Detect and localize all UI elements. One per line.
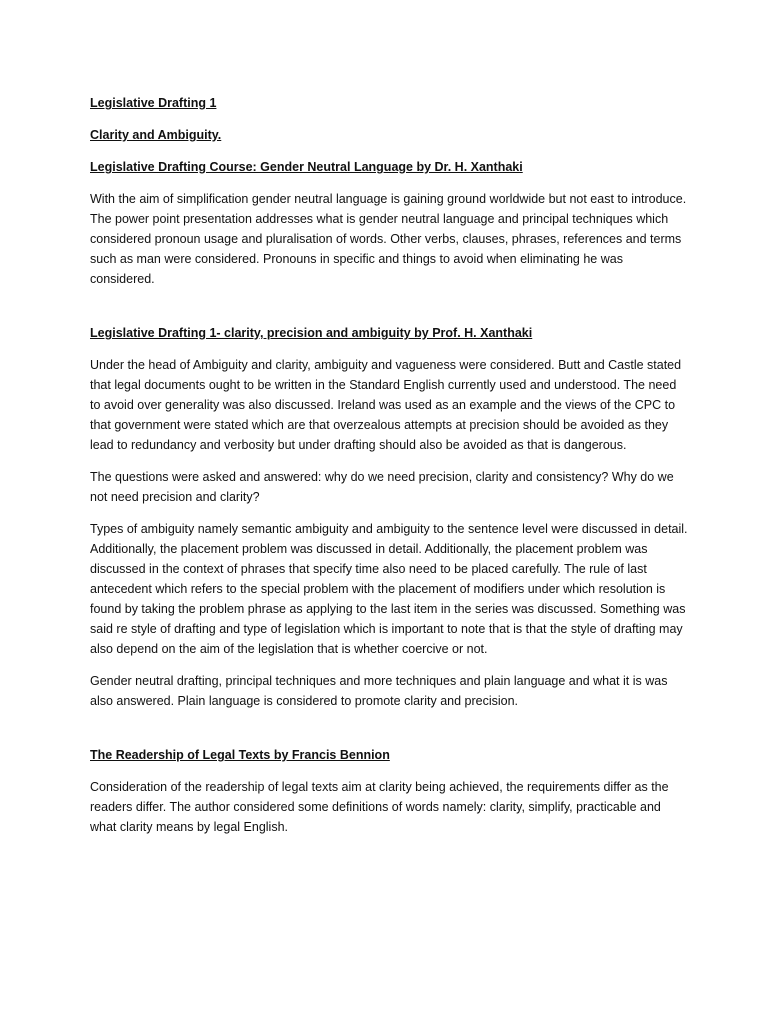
paragraph: With the aim of simplification gender neutral language is gaining ground worldwide but not east to introduce. The power point presentation addresses what is gender neutral language and principal techniques which considered pronoun usage and pluralisation of words. Other verbs, clauses, phrases, references and terms such as man were considered. Pronouns in specific and things to avoid when eliminating he was considered. bbox=[90, 192, 687, 286]
section-heading-gender-neutral: Legislative Drafting Course: Gender Neutral Language by Dr. H. Xanthaki bbox=[90, 160, 523, 174]
section-heading-readership: The Readership of Legal Texts by Francis Bennion bbox=[90, 748, 390, 762]
document-body bbox=[90, 93, 690, 849]
paragraph: Gender neutral drafting, principal techniques and more techniques and plain language and what it is was also answered. Plain language is considered to promote clarity and precision. bbox=[90, 674, 668, 708]
paragraph: Consideration of the readership of legal texts aim at clarity being achieved, the requirements differ as the readers differ. The author considered some definitions of words namely: clarity, simplify, practicable and what clarity means by legal English. bbox=[90, 780, 669, 834]
paragraph: The questions were asked and answered: why do we need precision, clarity and consistency? Why do we not need precision and clarity? bbox=[90, 470, 674, 504]
document-title: Legislative Drafting 1 bbox=[90, 96, 217, 110]
section-heading-clarity-precision: Legislative Drafting 1- clarity, precision and ambiguity by Prof. H. Xanthaki bbox=[90, 326, 533, 340]
section-spacer bbox=[90, 723, 690, 745]
section-spacer bbox=[90, 301, 690, 323]
paragraph: Types of ambiguity namely semantic ambiguity and ambiguity to the sentence level were discussed in detail. Additionally, the placement problem was discussed in detail. Additionally, the placement problem was discussed in the context of phrases that specify time also need to be placed carefully. The rule of last antecedent which refers to the special problem with the placement of modifiers under which resolution is found by taking the problem phrase as applying to the last item in the series was discussed. Something was said re style of drafting and type of legislation which is important to note that is that the style of drafting may also depend on the aim of the legislation that is whether coercive or not. bbox=[90, 522, 688, 656]
paragraph: Under the head of Ambiguity and clarity, ambiguity and vagueness were considered. Butt and Castle stated that legal documents ought to be written in the Standard English currently used and understood. The need to avoid over generality was also discussed. Ireland was used as an example and the views of the CPC to that government were stated which are that overzealous attempts at precision should be avoided as they lead to redundancy and verbosity but under drafting should also be avoided as that is dangerous. bbox=[90, 358, 682, 452]
document-subtitle: Clarity and Ambiguity. bbox=[90, 128, 222, 142]
